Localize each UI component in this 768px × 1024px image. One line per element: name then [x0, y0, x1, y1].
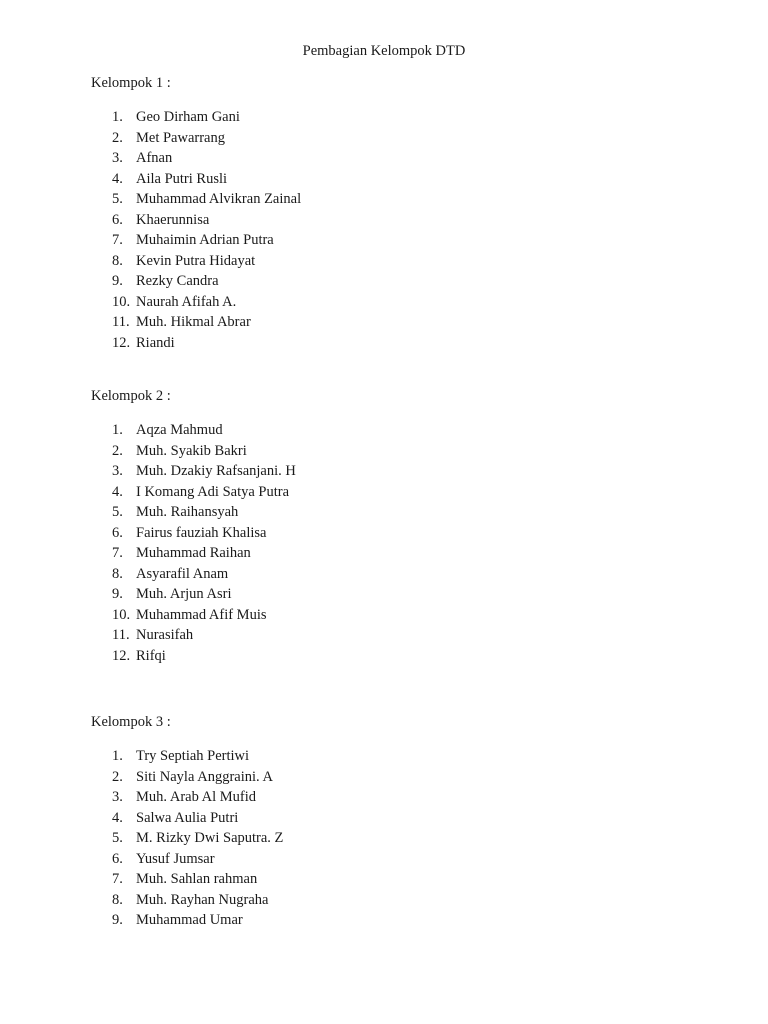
list-item-number: 6. [112, 850, 123, 867]
list-item-number: 7. [112, 232, 123, 248]
list-item-number: 8. [112, 891, 123, 908]
list-item-number: 7. [112, 545, 123, 561]
member-name: Muhammad Alvikran Zainal [136, 191, 302, 207]
list-item-number: 5. [112, 830, 123, 846]
member-name: Riandi [136, 334, 175, 351]
list-item-number: 12. [112, 647, 131, 664]
list-item-number: 6. [112, 524, 123, 541]
list-item-number: 10. [112, 293, 131, 310]
member-name: Muhammad Afif Muis [136, 606, 267, 623]
list-item-number: 12. [112, 334, 131, 351]
list-item-number: 11. [112, 314, 130, 330]
member-name: Muh. Syakib Bakri [136, 442, 247, 459]
member-name: I Komang Adi Satya Putra [136, 483, 290, 500]
list-item-number: 4. [112, 170, 123, 187]
list-item-number: 9. [112, 912, 123, 928]
member-name: Rifqi [136, 647, 166, 664]
member-name: M. Rizky Dwi Saputra. Z [136, 830, 284, 846]
list-item-number: 8. [112, 565, 123, 582]
member-name: Rezky Candra [136, 273, 219, 289]
member-name: Aila Putri Rusli [136, 170, 228, 187]
list-item-number: 11. [112, 627, 130, 643]
member-name: Aqza Mahmud [136, 422, 223, 438]
member-name: Muh. Arab Al Mufid [136, 789, 257, 805]
member-name: Kevin Putra Hidayat [136, 252, 256, 269]
member-name: Salwa Aulia Putri [136, 809, 239, 826]
group-heading-2: Kelompok 2 : [91, 388, 171, 404]
list-item-number: 1. [112, 422, 123, 438]
list-item-number: 3. [112, 150, 123, 166]
list-item-number: 2. [112, 442, 123, 459]
member-name: Met Pawarrang [136, 129, 225, 146]
member-name: Try Septiah Pertiwi [136, 748, 250, 764]
list-item-number: 1. [112, 109, 123, 125]
member-name: Naurah Afifah A. [136, 293, 237, 310]
member-name: Afnan [136, 150, 173, 166]
member-name: Muh. Rayhan Nugraha [136, 891, 269, 908]
member-name: Muhaimin Adrian Putra [136, 232, 274, 248]
member-name: Yusuf Jumsar [136, 850, 215, 867]
list-item-number: 5. [112, 191, 123, 207]
list-item-number: 4. [112, 483, 123, 500]
list-item-number: 4. [112, 809, 123, 826]
member-name: Muh. Arjun Asri [136, 586, 232, 602]
group-heading-1: Kelompok 1 : [91, 75, 171, 91]
member-name: Fairus fauziah Khalisa [136, 524, 267, 541]
member-name: Muh. Sahlan rahman [136, 871, 258, 887]
member-name: Asyarafil Anam [136, 565, 229, 582]
member-name: Muh. Hikmal Abrar [136, 314, 251, 330]
list-item-number: 7. [112, 871, 123, 887]
list-item-number: 10. [112, 606, 131, 623]
list-item-number: 2. [112, 768, 123, 785]
list-item-number: 2. [112, 129, 123, 146]
member-name: Nurasifah [136, 627, 194, 643]
list-item-number: 9. [112, 273, 123, 289]
list-item-number: 5. [112, 504, 123, 520]
list-item-number: 6. [112, 211, 123, 228]
member-name: Muh. Raihansyah [136, 504, 239, 520]
group-heading-3: Kelompok 3 : [91, 714, 171, 730]
list-item-number: 3. [112, 463, 123, 479]
page-title: Pembagian Kelompok DTD [302, 43, 466, 59]
list-item-number: 3. [112, 789, 123, 805]
member-name: Siti Nayla Anggraini. A [136, 768, 273, 785]
member-name: Geo Dirham Gani [136, 109, 240, 125]
member-name: Muhammad Raihan [136, 545, 251, 561]
list-item-number: 8. [112, 252, 123, 269]
member-name: Muhammad Umar [136, 912, 243, 928]
list-item-number: 1. [112, 748, 123, 764]
list-item-number: 9. [112, 586, 123, 602]
member-name: Khaerunnisa [136, 211, 210, 228]
member-name: Muh. Dzakiy Rafsanjani. H [136, 463, 296, 479]
